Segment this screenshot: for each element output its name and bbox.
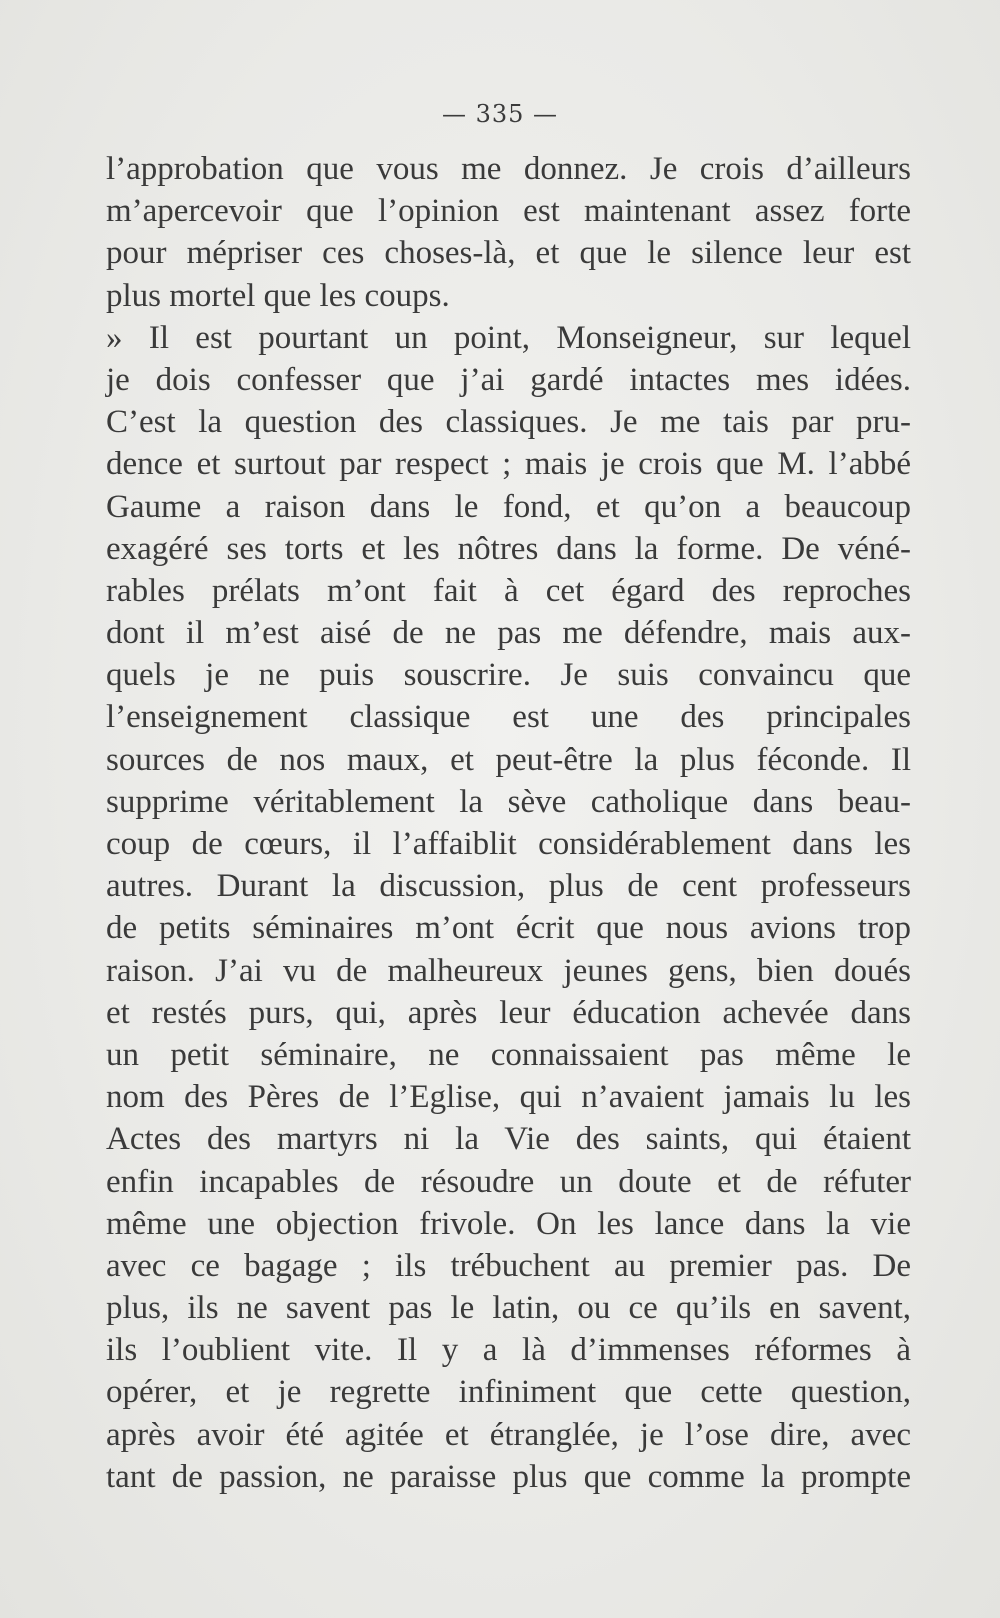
text-line: dence et surtout par respect ; mais je crois que M. l’abbé <box>106 446 911 483</box>
text-line: rables prélats m’ont fait à cet égard des reproches <box>106 572 911 609</box>
text-line: l’approbation que vous me donnez. Je crois d’ailleurs <box>106 151 911 187</box>
text-line: l’enseignement classique est une des principales <box>106 699 911 736</box>
text-line: sources de nos maux, et peut-être la plus féconde. Il <box>106 741 911 778</box>
text-line: coup de cœurs, il l’affaiblit considérablement dans les <box>106 826 911 862</box>
text-line: et restés purs, qui, après leur éducation achevée dans <box>106 994 911 1031</box>
text-line: enfin incapables de résoudre un doute et de réfuter <box>106 1163 911 1200</box>
text-line: après avoir été agitée et étranglée, je l’ose dire, avec <box>106 1416 911 1453</box>
text-line: autres. Durant la discussion, plus de cent professeurs <box>106 868 911 905</box>
text-line: » Il est pourtant un point, Monseigneur, sur lequel <box>106 319 911 356</box>
text-line: ils l’oublient vite. Il y a là d’immenses réformes à <box>106 1332 911 1369</box>
body-text <box>106 148 911 1498</box>
text-line: de petits séminaires m’ont écrit que nous avions trop <box>106 910 911 947</box>
text-line: pour mépriser ces choses-là, et que le silence leur est <box>106 235 911 272</box>
text-line: plus, ils ne savent pas le latin, ou ce qu’ils en savent, <box>106 1290 911 1327</box>
text-line: même une objection frivole. On les lance dans la vie <box>106 1205 911 1242</box>
text-line: quels je ne puis souscrire. Je suis convaincu que <box>106 657 911 694</box>
text-line: avec ce bagage ; ils trébuchent au premier pas. De <box>106 1247 911 1284</box>
text-line: nom des Pères de l’Eglise, qui n’avaient jamais lu les <box>106 1079 911 1116</box>
text-line: Gaume a raison dans le fond, et qu’on a beaucoup <box>106 488 911 525</box>
page-number: — 335 — <box>441 100 559 128</box>
text-line: Actes des martyrs ni la Vie des saints, qui étaient <box>106 1121 911 1158</box>
text-line: m’apercevoir que l’opinion est maintenant assez forte <box>106 193 911 230</box>
text-line: un petit séminaire, ne connaissaient pas même le <box>106 1036 911 1073</box>
text-line: C’est la question des classiques. Je me tais par pru- <box>106 404 911 441</box>
text-line: opérer, et je regrette infiniment que cette question, <box>106 1374 911 1411</box>
text-line: exagéré ses torts et les nôtres dans la forme. De véné- <box>106 530 911 567</box>
text-line: raison. J’ai vu de malheureux jeunes gens, bien doués <box>106 952 911 989</box>
text-line: je dois confesser que j’ai gardé intactes mes idées. <box>106 361 911 398</box>
text-line: supprime véritablement la sève catholique dans beau- <box>106 783 911 820</box>
text-line: plus mortel que les coups. <box>106 277 450 314</box>
text-line: tant de passion, ne paraisse plus que comme la prompte <box>106 1458 911 1495</box>
text-line: dont il m’est aisé de ne pas me défendre, mais aux- <box>106 615 911 652</box>
